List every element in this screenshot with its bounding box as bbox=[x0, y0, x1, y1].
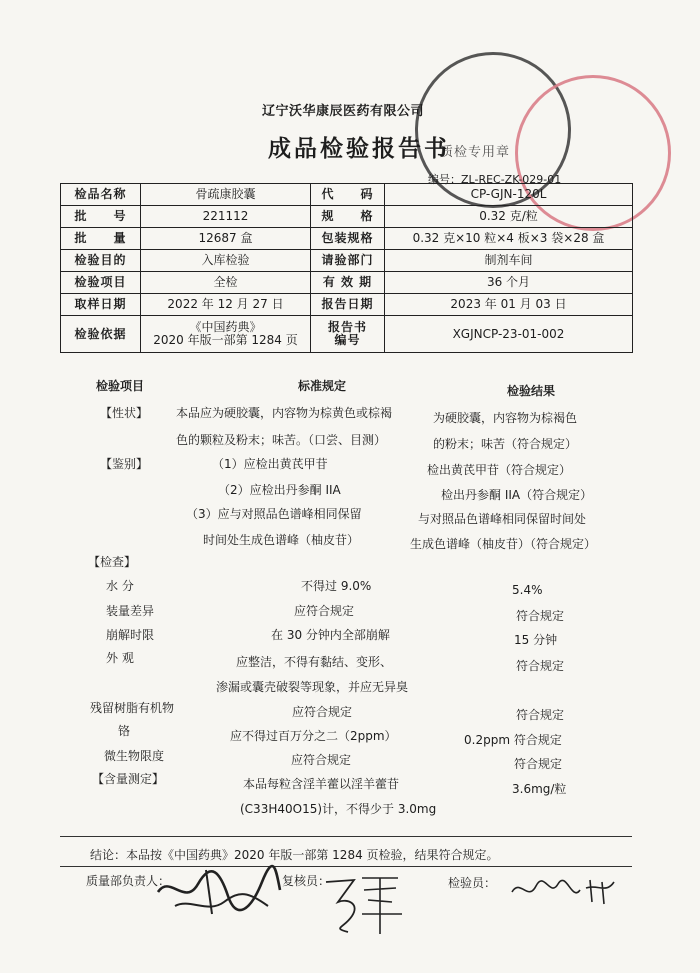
qc-stamp-label: 质检专用章 bbox=[440, 145, 511, 160]
value-basis bbox=[141, 316, 311, 353]
ident-res-3a: 与对照品色谱峰相同保留时间处 bbox=[418, 512, 587, 526]
appearance-std-2: 色的颗粒及粉末；味苦。（口尝、目测） bbox=[176, 433, 387, 447]
value-product-name: 骨疏康胶囊 bbox=[141, 184, 311, 206]
visual-res: 符合规定 bbox=[516, 659, 565, 673]
appearance-res-2: 的粉末；味苦（符合规定） bbox=[433, 437, 578, 451]
ident-res-2: 检出丹参酮 IIA（符合规定） bbox=[441, 488, 593, 502]
value-code: CP-GJN-120L bbox=[385, 184, 633, 206]
inspector-label: 检验员： bbox=[448, 876, 497, 890]
reviewer-signature bbox=[318, 868, 408, 940]
visual-std-1: 应整洁，不得有黏结、变形、 bbox=[236, 655, 393, 669]
label-package: 包装规格 bbox=[311, 228, 385, 250]
results-head-std: 标准规定 bbox=[298, 379, 347, 393]
microbial-std: 应符合规定 bbox=[291, 753, 352, 767]
ident-std-2: （2）应检出丹参酮 IIA bbox=[218, 483, 341, 497]
label-basis: 检验依据 bbox=[61, 316, 141, 353]
table-row bbox=[61, 316, 633, 353]
label-report-no-line1: 报告书 bbox=[327, 320, 367, 334]
value-batch-qty: 12687 盒 bbox=[141, 228, 311, 250]
label-report-no-line2: 编号 bbox=[334, 333, 361, 347]
value-department: 制剂车间 bbox=[385, 250, 633, 272]
value-sample-date: 2022 年 12 月 27 日 bbox=[141, 294, 311, 316]
divider-bottom bbox=[60, 866, 632, 867]
table-row bbox=[61, 294, 633, 316]
visual-label: 外 观 bbox=[106, 651, 134, 665]
residual-resin-res: 符合规定 bbox=[516, 708, 565, 722]
moisture-label: 水 分 bbox=[106, 579, 134, 593]
table-row bbox=[61, 250, 633, 272]
label-department: 请验部门 bbox=[311, 250, 385, 272]
moisture-std: 不得过 9.0% bbox=[301, 579, 372, 593]
inspector-signature bbox=[508, 872, 618, 908]
conclusion: 结论：本品按《中国药典》2020 年版一部第 1284 页检验，结果符合规定。 bbox=[90, 848, 499, 862]
disintegration-std: 在 30 分钟内全部崩解 bbox=[271, 628, 390, 642]
chromium-label: 铬 bbox=[118, 724, 131, 738]
disintegration-res: 15 分钟 bbox=[514, 633, 558, 647]
label-batch-qty: 批 量 bbox=[61, 228, 141, 250]
section-inspection-label: 【检查】 bbox=[88, 555, 137, 569]
section-appearance-label: 【性状】 bbox=[100, 406, 149, 420]
value-basis-line2: 2020 年版一部第 1284 页 bbox=[153, 333, 298, 347]
label-validity: 有 效 期 bbox=[311, 272, 385, 294]
reviewer-label: 复核员： bbox=[282, 874, 331, 888]
value-batch-no: 221112 bbox=[141, 206, 311, 228]
label-batch-no: 批 号 bbox=[61, 206, 141, 228]
results-head-res: 检验结果 bbox=[507, 384, 556, 398]
microbial-label: 微生物限度 bbox=[104, 749, 165, 763]
value-test-items: 全检 bbox=[141, 272, 311, 294]
info-table bbox=[60, 183, 633, 353]
visual-std-2: 渗漏或囊壳破裂等现象，并应无异臭 bbox=[216, 680, 409, 694]
label-code: 代 码 bbox=[311, 184, 385, 206]
table-row bbox=[61, 272, 633, 294]
fill-variation-std: 应符合规定 bbox=[294, 604, 355, 618]
section-identification-label: 【鉴别】 bbox=[100, 457, 149, 471]
moisture-res: 5.4% bbox=[512, 583, 543, 597]
residual-resin-label: 残留树脂有机物 bbox=[90, 701, 175, 715]
table-row bbox=[61, 206, 633, 228]
ident-std-3a: （3）应与对照品色谱峰相同保留 bbox=[186, 507, 362, 521]
results-head-item: 检验项目 bbox=[96, 379, 145, 393]
qa-head-signature bbox=[150, 862, 285, 922]
value-report-no: XGJNCP-23-01-002 bbox=[385, 316, 633, 353]
label-report-no bbox=[311, 316, 385, 353]
assay-std-2: (C33H40O15)计，不得少于 3.0mg bbox=[240, 802, 437, 816]
label-report-date: 报告日期 bbox=[311, 294, 385, 316]
ident-std-1: （1）应检出黄芪甲苷 bbox=[212, 457, 328, 471]
appearance-std-1: 本品应为硬胶囊，内容物为棕黄色或棕褐 bbox=[176, 406, 393, 420]
company-name: 辽宁沃华康辰医药有限公司 bbox=[262, 104, 425, 119]
doc-number: 编号：ZL-REC-ZK-029-01 bbox=[428, 173, 562, 186]
divider-top bbox=[60, 836, 632, 837]
fill-variation-res: 符合规定 bbox=[516, 609, 565, 623]
chromium-res: 0.2ppm 符合规定 bbox=[464, 733, 562, 747]
ident-res-1: 检出黄芪甲苷（符合规定） bbox=[427, 463, 572, 477]
ident-res-3b: 生成色谱峰（柚皮苷）（符合规定） bbox=[410, 537, 597, 551]
value-purpose: 入库检验 bbox=[141, 250, 311, 272]
disintegration-label: 崩解时限 bbox=[106, 628, 155, 642]
residual-resin-std: 应符合规定 bbox=[292, 705, 353, 719]
assay-std-1: 本品每粒含淫羊藿以淫羊藿苷 bbox=[243, 777, 400, 791]
label-spec: 规 格 bbox=[311, 206, 385, 228]
ident-std-3b: 时间处生成色谱峰（柚皮苷） bbox=[203, 533, 360, 547]
section-assay-label: 【含量测定】 bbox=[92, 772, 165, 786]
label-product-name: 检品名称 bbox=[61, 184, 141, 206]
table-row bbox=[61, 228, 633, 250]
microbial-res: 符合规定 bbox=[514, 757, 563, 771]
appearance-res-1: 为硬胶囊，内容物为棕褐色 bbox=[433, 411, 578, 425]
value-validity: 36 个月 bbox=[385, 272, 633, 294]
label-purpose: 检验目的 bbox=[61, 250, 141, 272]
page-title: 成品检验报告书 bbox=[268, 136, 450, 162]
assay-res: 3.6mg/粒 bbox=[512, 782, 567, 796]
label-sample-date: 取样日期 bbox=[61, 294, 141, 316]
value-basis-line1: 《中国药典》 bbox=[189, 320, 262, 334]
value-spec: 0.32 克/粒 bbox=[385, 206, 633, 228]
label-test-items: 检验项目 bbox=[61, 272, 141, 294]
qa-head-label: 质量部负责人： bbox=[86, 874, 171, 888]
value-package: 0.32 克×10 粒×4 板×3 袋×28 盒 bbox=[385, 228, 633, 250]
fill-variation-label: 装量差异 bbox=[106, 604, 155, 618]
table-row bbox=[61, 184, 633, 206]
chromium-std: 应不得过百万分之二（2ppm） bbox=[230, 729, 397, 743]
value-report-date: 2023 年 01 月 03 日 bbox=[385, 294, 633, 316]
